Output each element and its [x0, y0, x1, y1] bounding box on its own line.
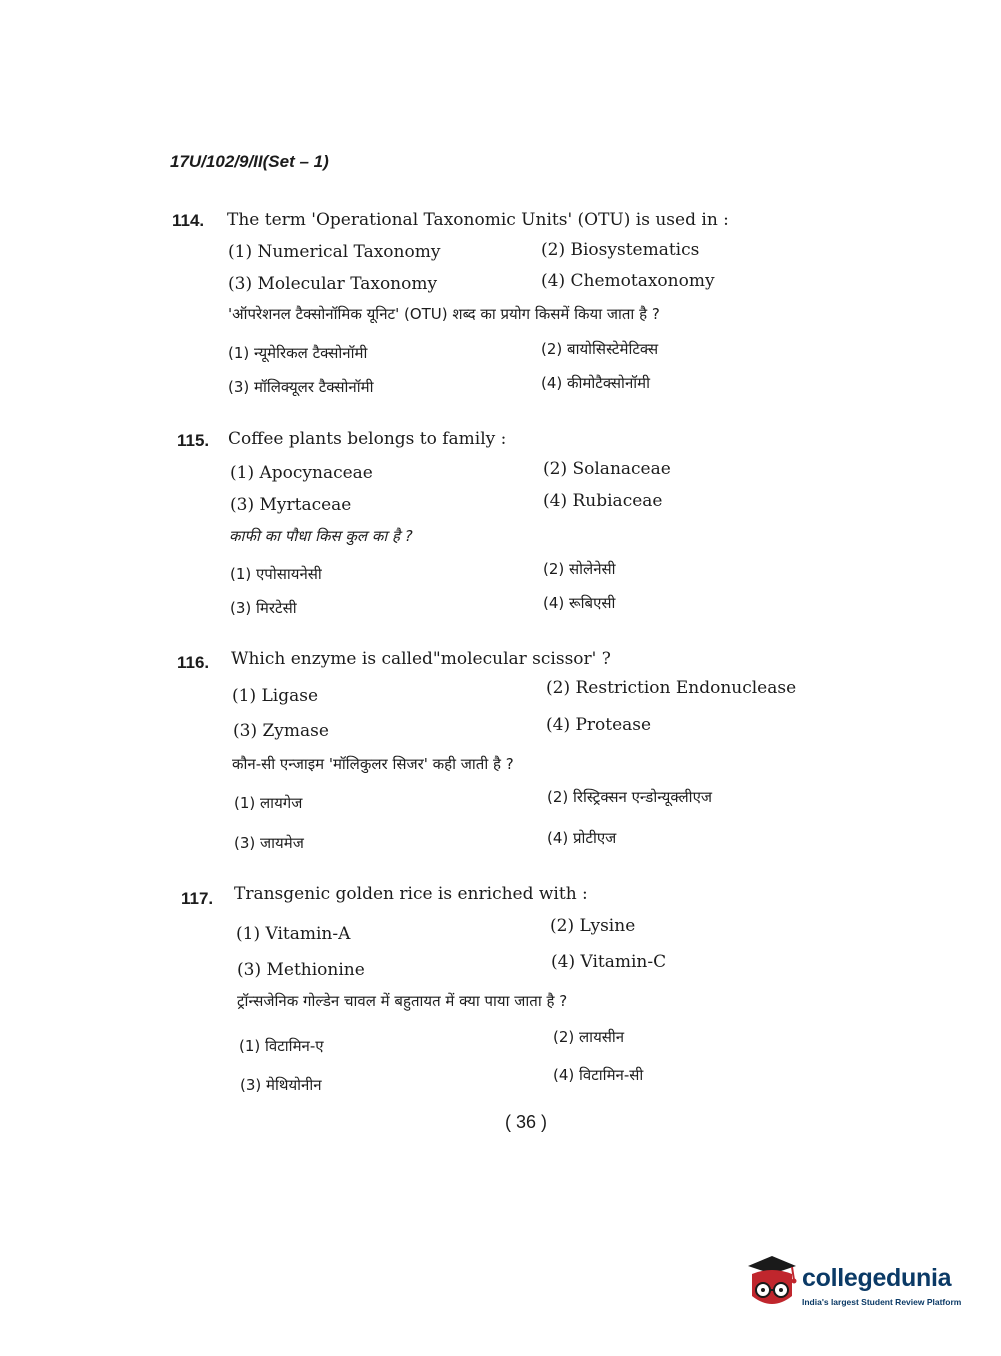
- option-2-en: (2) Biosystematics: [541, 240, 700, 260]
- option-3-en: (3) Zymase: [233, 721, 329, 741]
- question-text-en: Which enzyme is called"molecular scissor' ?: [231, 649, 611, 669]
- option-4-en: (4) Vitamin-C: [551, 952, 667, 972]
- question-text-en: The term 'Operational Taxonomic Units' (OTU) is used in :: [227, 210, 729, 230]
- option-1-hi: (1) न्यूमेरिकल टैक्सोनॉमी: [228, 344, 368, 362]
- student-mascot-icon: [742, 1252, 800, 1314]
- option-4-en: (4) Protease: [546, 715, 652, 735]
- option-2-en: (2) Solanaceae: [543, 459, 671, 479]
- option-3-en: (3) Molecular Taxonomy: [228, 274, 438, 294]
- question-number: 116.: [177, 653, 210, 672]
- option-3-hi: (3) मॉलिक्यूलर टैक्सोनॉमी: [228, 378, 374, 396]
- option-1-en: (1) Ligase: [232, 686, 319, 706]
- option-3-hi: (3) जायमेज: [234, 834, 304, 852]
- option-3-hi: (3) मिरटेसी: [230, 599, 297, 617]
- option-2-en: (2) Restriction Endonuclease: [546, 678, 797, 698]
- question-number: 114.: [172, 211, 205, 230]
- brand-name: collegedunia: [802, 1264, 952, 1292]
- option-1-en: (1) Vitamin-A: [236, 924, 351, 944]
- option-1-hi: (1) एपोसायनेसी: [230, 565, 322, 583]
- paper-code: 17U/102/9/II(Set – 1): [170, 152, 329, 171]
- question-number: 117.: [181, 889, 214, 908]
- question-text-hi: कौन-सी एन्जाइम 'मॉलिकुलर सिजर' कही जाती है ?: [232, 755, 514, 773]
- option-4-hi: (4) प्रोटीएज: [547, 829, 617, 847]
- option-1-hi: (1) विटामिन-ए: [239, 1037, 324, 1055]
- option-4-hi: (4) रूबिएसी: [543, 594, 616, 612]
- page-number: ( 36 ): [505, 1112, 548, 1132]
- brand-tagline: India's largest Student Review Platform: [802, 1297, 962, 1307]
- option-4-en: (4) Chemotaxonomy: [541, 271, 715, 291]
- question-text-hi: 'ऑपरेशनल टैक्सोनॉमिक यूनिट' (OTU) शब्द का प्रयोग किसमें किया जाता है ?: [228, 305, 660, 323]
- option-2-hi: (2) रिस्ट्रिक्सन एन्डोन्यूक्लीएज: [547, 788, 712, 806]
- option-3-en: (3) Methionine: [237, 960, 365, 980]
- option-2-hi: (2) लायसीन: [553, 1028, 625, 1046]
- question-text-en: Transgenic golden rice is enriched with :: [234, 884, 588, 904]
- question-text-hi: काफी का पौधा किस कुल का है ?: [229, 527, 413, 545]
- question-number: 115.: [177, 431, 210, 450]
- option-1-hi: (1) लायगेज: [234, 794, 303, 812]
- question-text-hi: ट्रॉन्सजेनिक गोल्डेन चावल में बहुतायत में क्या पाया जाता है ?: [237, 992, 568, 1010]
- option-2-en: (2) Lysine: [550, 916, 636, 936]
- option-4-hi: (4) कीमोटैक्सोनॉमी: [541, 374, 651, 392]
- option-3-en: (3) Myrtaceae: [230, 495, 352, 515]
- option-4-hi: (4) विटामिन-सी: [553, 1066, 644, 1084]
- question-text-en: Coffee plants belongs to family :: [228, 429, 507, 449]
- option-1-en: (1) Apocynaceae: [230, 463, 373, 483]
- option-4-en: (4) Rubiaceae: [543, 491, 663, 511]
- option-2-hi: (2) बायोसिस्टेमेटिक्स: [541, 340, 659, 358]
- option-3-hi: (3) मेथियोनीन: [240, 1076, 322, 1094]
- option-2-hi: (2) सोलेनेसी: [543, 560, 616, 578]
- collegedunia-watermark: [742, 1252, 972, 1314]
- option-1-en: (1) Numerical Taxonomy: [228, 242, 441, 262]
